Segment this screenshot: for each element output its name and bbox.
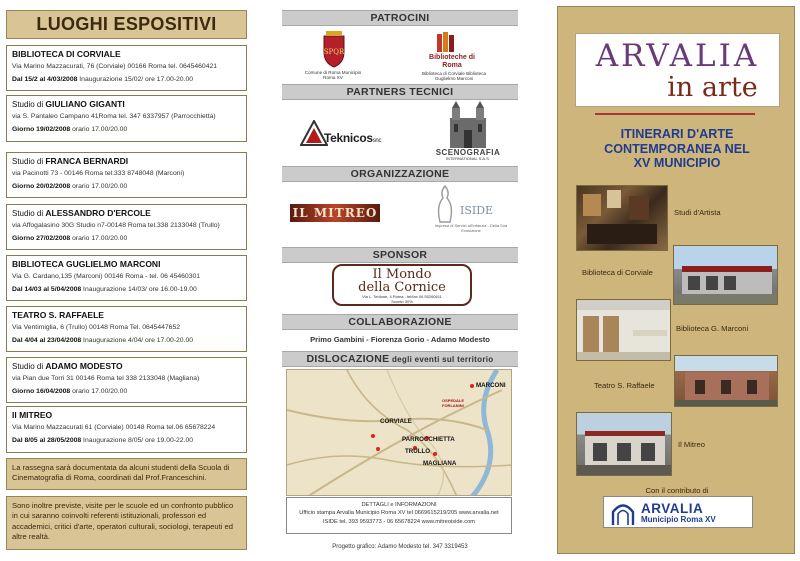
documentation-note: La rassegna sarà documentata da alcuni studenti della Scuola di Cinematografia di Roma, coordinati dal Prof.Franceschini. [6, 458, 247, 490]
svg-text:SPQR: SPQR [323, 48, 345, 56]
biblioteca-marconi-photo [576, 299, 671, 361]
sponsor-heading: SPONSOR [282, 247, 518, 263]
info-box [286, 497, 512, 534]
mitreo-building-icon [577, 413, 672, 476]
venue-name: TEATRO S. RAFFAELE [12, 310, 104, 320]
venues-title: LUOGHI ESPOSITIVI [6, 10, 247, 39]
map-marker [371, 434, 375, 438]
municipio-logo [603, 496, 753, 528]
venue-date: Giorno 19/02/2008 orario 17.00/20.00 [12, 125, 128, 133]
label-marconi: Biblioteca G. Marconi [676, 324, 749, 333]
comune-roma-crest-icon [320, 30, 348, 68]
info-title: DETTAGLI e INFORMAZIONI [361, 502, 437, 508]
venue-address: via S. Pantaleo Campano 41Roma tel. 347 6337957 (Parrocchietta) [12, 113, 216, 120]
venue-card [6, 406, 247, 453]
venue-date: Dal 14/03 al 5/04/2008 Inaugurazione 14/03/ ore 16.00-19.00 [12, 285, 197, 293]
map-marker [376, 447, 380, 451]
venue-address: Via G. Cardano,135 (Marconi) 00146 Roma - tel. 06 45460301 [12, 273, 201, 280]
map-label-ospedale: OSPEDALE FORLANINI [442, 398, 465, 408]
venue-address: via Pacinotti 73 - 00146 Roma tel.333 8748048 (Marconi) [12, 170, 185, 177]
venue-name: Studio di ALESSANDRO D'ERCOLE [12, 208, 151, 218]
label-corviale: Biblioteca di Corviale [582, 268, 653, 277]
info-line-2: ISIDE tel. 393 9593773 - 06 65678224 www.mitreoiside.com [322, 518, 476, 525]
info-line-1: Ufficio stampa Arvalia Municipio Roma XV tel 0669615219/205 www.arvalia.net [299, 510, 499, 517]
cover-panel [557, 6, 795, 554]
comune-caption: Comune di Roma Municipio Roma XV [304, 70, 362, 81]
graphic-credit: Progetto grafico: Adamo Modesto tel. 347 3319453 [332, 544, 468, 550]
venue-address: Via Marino Mazzacurati, 76 (Corviale) 00166 Roma tel. 0645460421 [12, 63, 218, 70]
label-mitreo: Il Mitreo [678, 440, 706, 449]
church-facade-icon [448, 100, 488, 148]
venue-date: Giorno 27/02/2008 orario 17.00/20.00 [12, 234, 128, 242]
venue-date: Giorno 16/04/2008 orario 17.00/20.00 [12, 387, 128, 395]
events-map[interactable] [286, 369, 512, 496]
venue-name: Il MITREO [12, 410, 53, 420]
biblioteche-caption: Biblioteca di Corviale Biblioteca Guglielmo Marconi [421, 71, 487, 82]
biblioteca-corviale-photo [673, 245, 778, 305]
iside-figure-icon [432, 184, 458, 224]
venue-address: via Affogalasino 30G Studio n7-00148 Roma tel.338 2133048 (Trullo) [12, 222, 220, 229]
municipio-subtitle: Municipio Roma XV [641, 515, 716, 524]
mondo-address: Via L. Terlione, 4 Roma - tel/fax 06 55260611 [362, 294, 442, 299]
teatro-photo [674, 355, 778, 407]
map-marker [470, 384, 474, 388]
mondo-discount: Sconto 30% [391, 299, 413, 304]
venue-card [6, 357, 247, 403]
map-label-parrocchietta: PARROCCHIETTA [402, 436, 455, 443]
collaborators: Primo Gambini - Fiorenza Gorio - Adamo Modesto [310, 335, 490, 344]
dislocazione-heading: DISLOCAZIONE degli eventi sul territorio [282, 351, 518, 367]
mondo-cornice-logo [332, 264, 472, 306]
mitreo-photo [576, 412, 672, 476]
venue-address: Via Marino Mazzacurati 61 (Corviale) 00148 Roma tel.06 65678224 [12, 424, 216, 431]
venue-card [6, 45, 247, 91]
sponsors-panel [282, 0, 518, 561]
collaborazione-heading: COLLABORAZIONE [282, 314, 518, 330]
map-marker [433, 452, 437, 456]
scenografia-logo-text: SCENOGRAFIA [435, 148, 501, 157]
venue-name: BIBLIOTECA GUGLIELMO MARCONI [12, 259, 161, 269]
label-studi: Studi d'Artista [674, 208, 721, 217]
venue-name: BIBLIOTECA DI CORVIALE [12, 49, 121, 59]
venue-date: Dal 15/2 al 4/03/2008 Inaugurazione 15/02/ ore 17.00-20.00 [12, 75, 194, 83]
mondo-line2: della Cornice [358, 280, 446, 295]
books-icon [436, 30, 458, 54]
municipio-name: ARVALIA [641, 501, 704, 516]
library-interior-icon [577, 300, 671, 361]
biblioteche-logo-text: Biblioteche di Roma [429, 54, 475, 70]
teknicos-logo-text: Teknicossnc [324, 131, 382, 145]
venue-address: Via Ventimiglia, 6 (Trullo) 00148 Roma Tel. 0645447652 [12, 324, 181, 331]
venue-name: Studio di ADAMO MODESTO [12, 361, 123, 371]
artist-studio-photo [576, 185, 668, 251]
divider [595, 113, 755, 115]
iside-logo-text: ISIDE [460, 204, 494, 217]
map-label-trullo: TRULLO [405, 448, 431, 455]
label-teatro: Teatro S. Raffaele [594, 381, 655, 390]
venue-name: Studio di FRANCA BERNARDI [12, 156, 129, 166]
venue-date: Dal 8/05 al 28/05/2008 Inaugurazione 8/05/ ore 19.00-22.00 [12, 436, 194, 444]
venue-card [6, 306, 247, 352]
brand-line-2: in arte [667, 72, 758, 103]
venue-name: Studio di GIULIANO GIGANTI [12, 99, 125, 109]
venue-card [6, 255, 247, 301]
venue-card [6, 204, 247, 250]
map-label-magliana: MAGLIANA [423, 460, 457, 467]
library-building-icon [674, 246, 778, 305]
patrocini-heading: PATROCINI [282, 10, 518, 26]
venue-card [6, 152, 247, 198]
exhibition-venues-panel [0, 0, 258, 561]
map-label-marconi: MARCONI [476, 382, 506, 389]
iside-subtitle: Impresa di Servizi all'Infanzia - Della Sua Evoluzione [434, 223, 508, 233]
venue-date: Giorno 20/02/2008 orario 17.00/20.00 [12, 182, 128, 190]
contribution-note: Con il contributo di [645, 486, 709, 495]
arch-emblem-icon [610, 500, 636, 526]
tagline: ITINERARI D'ARTE CONTEMPORANEA NEL XV MUNICIPIO [604, 127, 750, 170]
theatre-building-icon [675, 356, 778, 407]
studio-interior-icon [577, 186, 668, 251]
partners-heading: PARTNERS TECNICI [282, 84, 518, 100]
mondo-line1: Il Mondo [372, 267, 432, 282]
scenografia-subtitle: INTERNATIONAL S.A.S. [445, 156, 490, 161]
arvalia-brand [575, 33, 780, 107]
venue-card [6, 95, 247, 142]
venue-address: via Pian due Torri 31 00146 Roma tel 338 2133048 (Magliana) [12, 375, 200, 382]
venue-date: Dal 4/04 al 23/04/2008 Inaugurazione 4/04/ ore 17.00-20.00 [12, 336, 194, 344]
mitreo-logo: IL MITREO [290, 204, 380, 222]
organizzazione-heading: ORGANIZZAZIONE [282, 166, 518, 182]
brand-line-1: ARVALIA [595, 38, 760, 74]
map-label-corviale: CORVIALE [380, 418, 412, 425]
visits-note: Sono inoltre previste, visite per le scuole ed un confronto pubblico in cui saranno coinvolti referenti istituzionali, professori ed accademici, critici d'arte, operatori culturali, sociologi, terapeuti ed altre realtà. [6, 496, 247, 550]
